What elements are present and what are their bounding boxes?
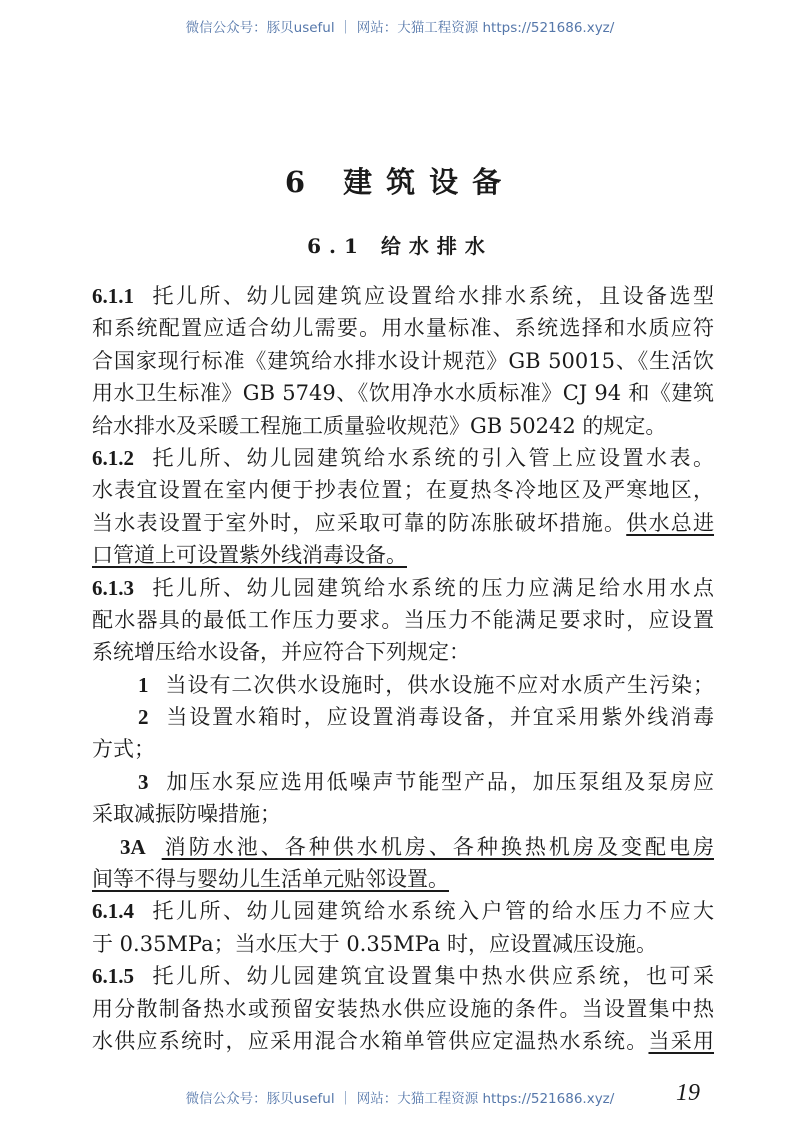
line-text: 加压水泵应选用低噪声节能型产品，加压泵组及泵房应 [164, 769, 714, 794]
clause-line [92, 280, 714, 312]
text-line [92, 539, 714, 571]
clause-line [92, 572, 714, 604]
text-line [92, 928, 714, 960]
text-line [92, 1025, 714, 1057]
item-line [92, 831, 714, 863]
underlined-revision-text: 当采用 [648, 1028, 715, 1053]
clause-number: 3A [120, 834, 146, 859]
item-line [92, 701, 714, 733]
text-line [92, 507, 714, 539]
line-text: 水表宜设置在室内便于抄表位置；在夏热冬冷地区及严寒地区， [92, 478, 714, 503]
section-title: 6.1 给水排水 [307, 234, 493, 258]
page-number: 19 [676, 1080, 700, 1106]
text-line [92, 636, 714, 668]
line-text: 系统增压给水设备，并应符合下列规定： [92, 640, 470, 665]
item-line [92, 766, 714, 798]
watermark-header: 微信公众号：豚贝useful ｜ 网站：大猫工程资源 https://521686.xyz/ [185, 20, 615, 36]
clause-number: 6.1.2 [92, 445, 134, 470]
chapter-title: 6 建筑设备 [284, 165, 516, 199]
text-line [92, 312, 714, 344]
line-text: 当水表设置于室外时，应采取可靠的防冻胀破坏措施。 [92, 510, 627, 535]
underlined-revision-text: 消防水池、各种供水机房、各种换热机房及变配电房 [161, 834, 714, 859]
text-line [92, 863, 714, 895]
line-text: 给水排水及采暖工程施工质量验收规范》GB 50242 的规定。 [92, 413, 667, 438]
line-text: 当设有二次供水设施时，供水设施不应对水质产生污染； [164, 672, 714, 697]
clause-number: 3 [138, 769, 149, 794]
line-text: 托儿所、幼儿园建筑给水系统的引入管上应设置水表。 [150, 445, 714, 470]
underlined-revision-text: 口管道上可设置紫外线消毒设备。 [92, 543, 407, 568]
text-line [92, 474, 714, 506]
line-text: 用水卫生标准》GB 5749、《饮用净水水质标准》CJ 94 和《建筑 [92, 381, 714, 406]
clause-line [92, 895, 714, 927]
line-text: 托儿所、幼儿园建筑宜设置集中热水供应系统，也可采 [150, 964, 714, 989]
clause-number: 6.1.3 [92, 575, 134, 600]
line-text: 当设置水箱时，应设置消毒设备，并宜采用紫外线消毒 [164, 705, 714, 730]
text-line [92, 798, 714, 830]
line-text: 托儿所、幼儿园建筑应设置给水排水系统，且设备选型 [150, 284, 714, 308]
clause-number: 6.1.1 [92, 284, 134, 308]
text-line [92, 377, 714, 409]
line-text: 托儿所、幼儿园建筑给水系统入户管的给水压力不应大 [150, 899, 714, 924]
item-line [92, 669, 714, 701]
text-line [92, 410, 714, 442]
text-line [92, 733, 714, 765]
clause-number: 2 [138, 705, 149, 730]
line-text: 水供应系统时，应采用混合水箱单管供应定温热水系统。 [92, 1028, 649, 1053]
clause-number: 1 [138, 672, 149, 697]
line-text: 和系统配置应适合幼儿需要。用水量标准、系统选择和水质应符 [92, 316, 714, 341]
line-text: 于 0.35MPa；当水压大于 0.35MPa 时，应设置减压设施。 [92, 931, 657, 956]
clause-number: 6.1.5 [92, 964, 134, 989]
line-text: 采取减振防噪措施； [92, 802, 281, 827]
line-text: 合国家现行标准《建筑给水排水设计规范》GB 50015、《生活饮 [92, 348, 714, 373]
watermark-footer: 微信公众号：豚贝useful ｜ 网站：大猫工程资源 https://521686.xyz/ [185, 1091, 615, 1107]
underlined-revision-text: 供水总进 [626, 510, 715, 535]
clause-line [92, 960, 714, 992]
text-line [92, 993, 714, 1025]
clause-line [92, 442, 714, 474]
clause-number: 6.1.4 [92, 899, 134, 924]
text-line [92, 604, 714, 636]
text-line [92, 345, 714, 377]
body-text [92, 280, 714, 1057]
line-text: 托儿所、幼儿园建筑给水系统的压力应满足给水用水点 [150, 575, 714, 600]
underlined-revision-text: 间等不得与婴幼儿生活单元贴邻设置。 [92, 867, 449, 892]
line-text: 方式； [92, 737, 155, 762]
line-text: 用分散制备热水或预留安装热水供应设施的条件。当设置集中热 [92, 996, 714, 1021]
line-text: 配水器具的最低工作压力要求。当压力不能满足要求时，应设置 [92, 607, 714, 632]
